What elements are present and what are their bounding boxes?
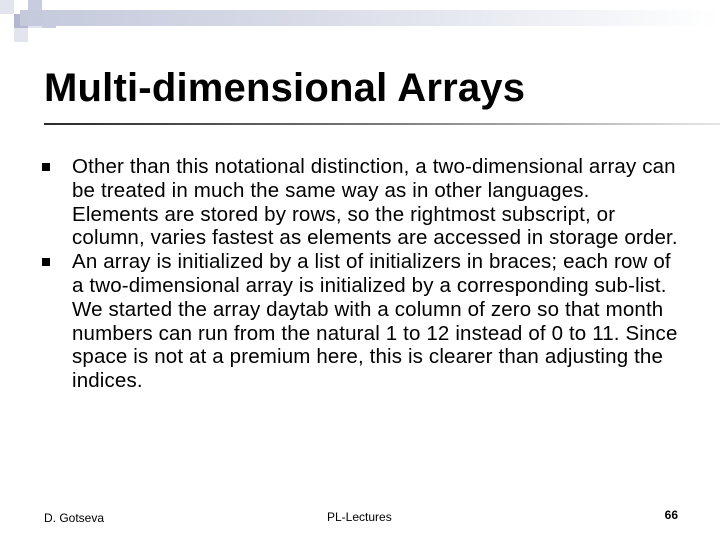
square-bullet-icon (42, 163, 50, 171)
footer-course: PL-Lectures (327, 510, 392, 524)
bullet-item (40, 155, 680, 250)
footer-page-number: 66 (664, 508, 678, 522)
slide-title: Multi-dimensional Arrays (44, 66, 526, 110)
title-underline (44, 123, 720, 125)
bullet-text: An array is initialized by a list of initializers in braces; each row of a two-dimensional array is initialized by a corresponding sub-list. We started the array daytab with a column of zero so that month numbers can run from the natural 1 to 12 instead of 0 to 11. Since space is not at a premium here, this is clearer than adjusting the indices. (72, 250, 678, 393)
bullet-item (40, 250, 680, 393)
deco-square (14, 28, 28, 42)
deco-square (0, 14, 14, 28)
deco-square (0, 0, 14, 14)
bullet-text: Other than this notational distinction, a two-dimensional array can be treated in much the same way as in other languages. Elements are stored by rows, so the rightmost subscript, or column, varies fastest as elements are accessed in storage order. (72, 155, 678, 250)
square-bullet-icon (42, 258, 50, 266)
bullet-list (40, 155, 680, 393)
footer-author: D. Gotseva (44, 511, 105, 525)
top-gradient-bar (20, 10, 720, 26)
